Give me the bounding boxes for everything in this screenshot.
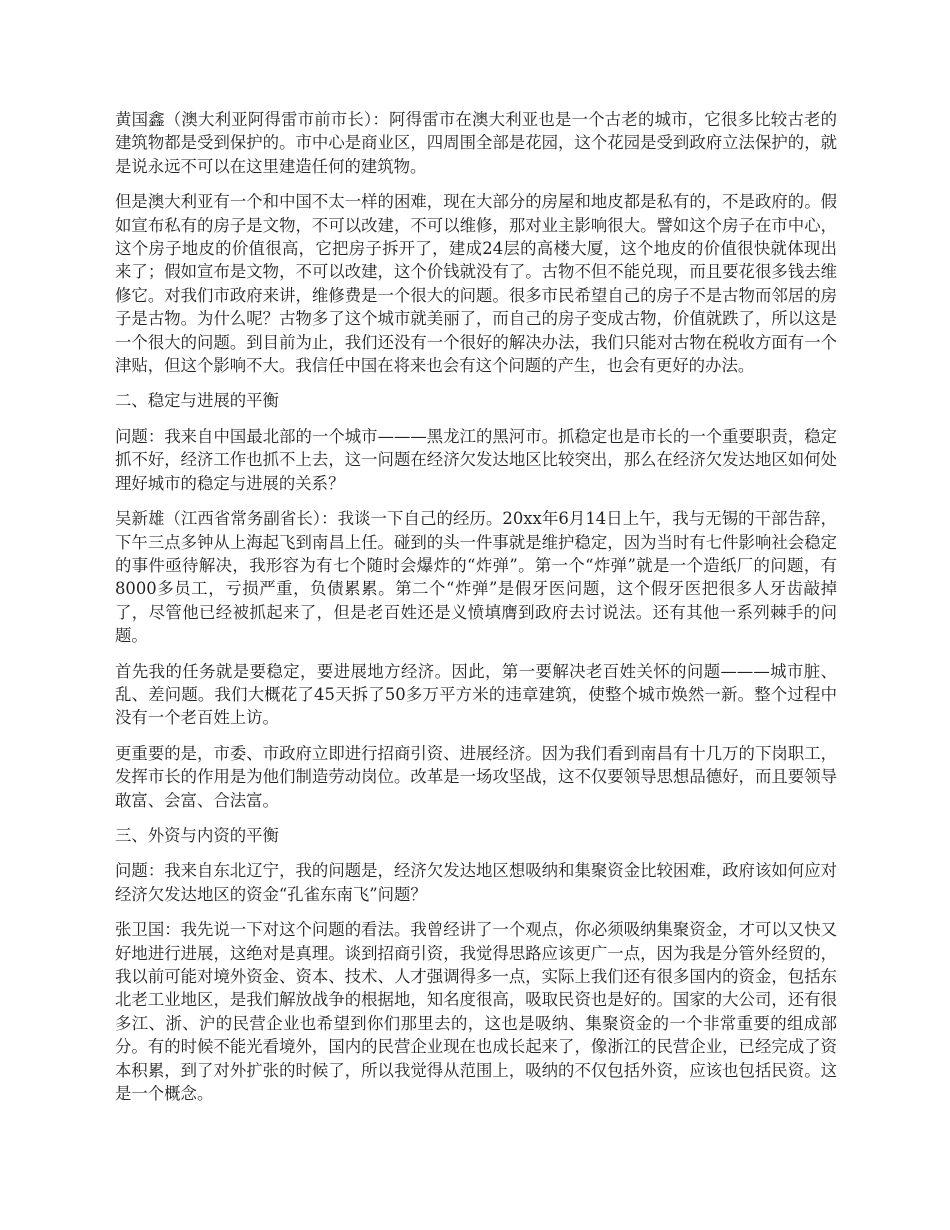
paragraph-zhang-weiguo: 张卫国：我先说一下对这个问题的看法。我曾经讲了一个观点，你必须吸纳集聚资金，才可以又快又好地进行进展，这绝对是真理。谈到招商引资，我觉得思路应该更广一点，因为我是分管外经贸的，我以前可能对境外资金、资本、技术、人才强调得多一点，实际上我们还有很多国内的资金，包括东北老工业地区，是我们解放战争的根据地，知名度很高，吸取民资也是好的。国家的大公司，还有很多江、浙、沪的民营企业也希望到你们那里去的，这也是吸纳、集聚资金的一个非常重要的组成部分。有的时候不能光看境外，国内的民营企业现在也成长起来了，像浙江的民营企业，已经完成了资本积累，到了对外扩张的时候了，所以我觉得从范围上，吸纳的不仅包括外资，应该也包括民资。这是一个概念。 [115, 920, 837, 1104]
paragraph-more-important: 更重要的是，市委、市政府立即进行招商引资、进展经济。因为我们看到南昌有十几万的下岗职工，发挥市长的作用是为他们制造劳动岗位。改革是一场攻坚战，这不仅要领导思想品德好，而且要领导敢富、会富、合法富。 [115, 743, 837, 810]
section-heading-capital: 三、外资与内资的平衡 [115, 825, 279, 845]
paragraph-australia-heritage: 但是澳大利亚有一个和中国不太一样的困难，现在大部分的房屋和地皮都是私有的，不是政府的。假如宣布私有的房子是文物，不可以改建，不可以维修，那对业主影响很大。譬如这个房子在市中心，这个房子地皮的价值很高，它把房子拆开了，建成24层的高楼大厦，这个地皮的价值很快就体现出来了；假如宣布是文物，不可以改建，这个价钱就没有了。古物不但不能兑现，而且要花很多钱去维修它。对我们市政府来讲，维修费是一个很大的问题。很多市民希望自己的房子不是古物而邻居的房子是古物。为什么呢？古物多了这个城市就美丽了，而自己的房子变成古物，价值就跌了，所以这是一个很大的问题。到目前为止，我们还没有一个很好的解决办法，我们只能对古物在税收方面有一个津贴，但这个影响不大。我信任中国在将来也会有这个问题的产生，也会有更好的办法。 [115, 192, 837, 376]
document-body [115, 108, 837, 1117]
paragraph-first-task: 首先我的任务就是要稳定，要进展地方经济。因此，第一要解决老百姓关怀的问题———城市脏、乱、差问题。我们大概花了45天拆了50多万平方米的违章建筑，使整个城市焕然一新。整个过程中没有一个老百姓上访。 [115, 661, 837, 728]
paragraph-wu-xinxiong: 吴新雄（江西省常务副省长）：我谈一下自己的经历。20xx年6月14日上午，我与无锡的干部告辞，下午三点多钟从上海起飞到南昌上任。碰到的头一件事就是维护稳定，因为当时有七件影响社会稳定的事件亟待解决，我形容为有七个随时会爆炸的“炸弹”。第一个“炸弹”就是一个造纸厂的问题，有8000多员工，亏损严重，负债累累。第二个“炸弹”是假牙医问题，这个假牙医把很多人牙齿敲掉了，尽管他已经被抓起来了，但是老百姓还是义愤填膺到政府去讨说法。还有其他一系列棘手的问题。 [115, 509, 837, 646]
paragraph-question-liaoning: 问题：我来自东北辽宁，我的问题是，经济欠发达地区想吸纳和集聚资金比较困难，政府该如何应对经济欠发达地区的资金“孔雀东南飞”问题？ [115, 861, 837, 904]
paragraph-huang-guoxin: 黄国鑫（澳大利亚阿得雷市前市长）：阿得雷市在澳大利亚也是一个古老的城市，它很多比较古老的建筑物都是受到保护的。市中心是商业区，四周围全部是花园，这个花园是受到政府立法保护的，就是说永远不可以在这里建造任何的建筑物。 [115, 110, 837, 176]
paragraph-question-heihe: 问题：我来自中国最北部的一个城市———黑龙江的黑河市。抓稳定也是市长的一个重要职责，稳定抓不好，经济工作也抓不上去，这一问题在经济欠发达地区比较突出，那么在经济欠发达地区如何处理好城市的稳定与进展的关系？ [115, 426, 837, 493]
section-heading-stability: 二、稳定与进展的平衡 [115, 391, 279, 411]
